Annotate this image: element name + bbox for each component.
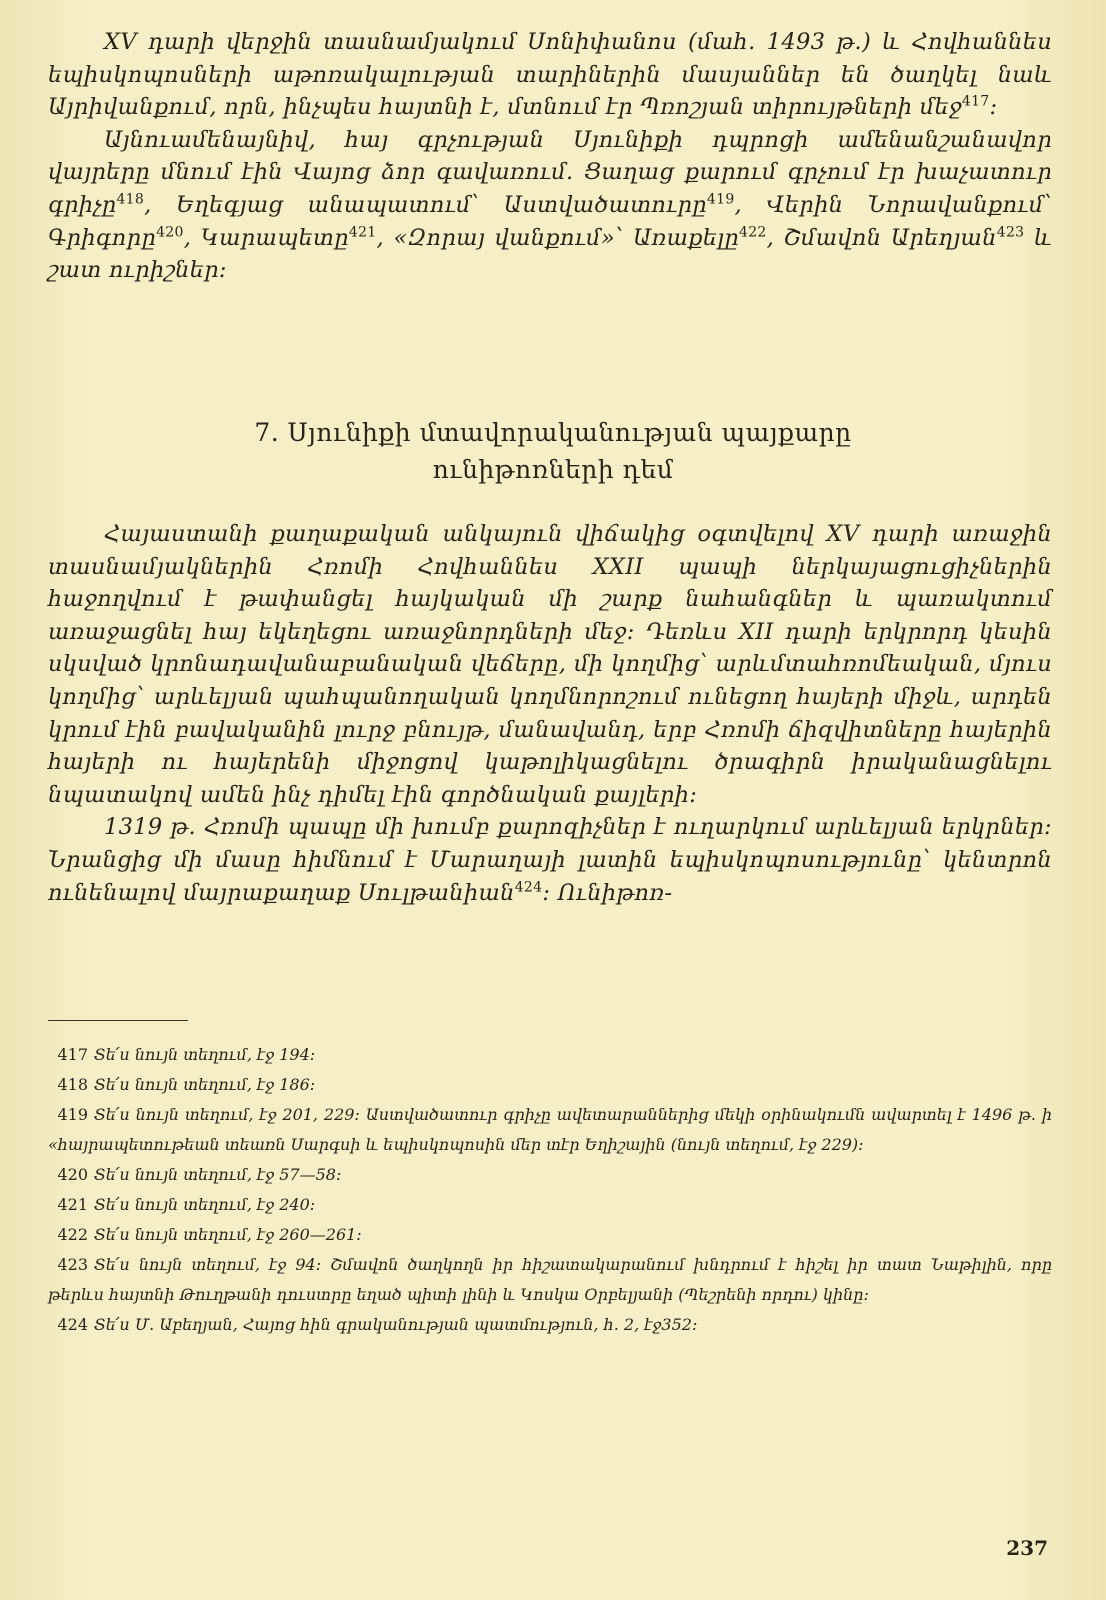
footnote-number: 423: [57, 1255, 88, 1274]
section-heading: [0, 414, 1106, 488]
footnote-number: 418: [57, 1075, 88, 1094]
footnote-number: 421: [57, 1195, 88, 1214]
footnote-number: 417: [57, 1045, 88, 1064]
footnote: [48, 1190, 1052, 1220]
paragraph: Հայաստանի քաղաքական անկայուն վիճակից օգտվելով XV դարի առաջին տասնամյակներին Հռոմի Հովհաննես XXII պապի ներկայացուցիչներին հաջողվում է թափանցել հայկական մի շարք նահանգներ և պառակտում առաջացնել հայ եկեղեցու առաջնորդների մեջ։ Դեռևս XII դարի երկրորդ կեսին սկսված կրոնադավանաբանական վեճերը, մի կողմից՝ արևմտահռոմեական, մյուս կողմից՝ արևելյան պահպանողական կողմնորոշում ունեցող հայերի միջև, արդեն կրում էին բավականին լուրջ բնույթ, մանավանդ, երբ Հռոմի ճիզվիտները հայերին հայերի ու հայերենի միջոցով կաթոլիկացնելու ծրագիրն իրականացնելու նպատակով ամեն ինչ դիմել էին գործնական քայլերի։: [48, 521, 1052, 808]
footnote: [48, 1310, 1052, 1340]
footnote-text: Տե՛ս նույն տեղում, էջ 240։: [94, 1195, 316, 1214]
footnote-ref[interactable]: 419: [706, 191, 735, 208]
footnote-number: 419: [57, 1105, 88, 1124]
footnote-text: Տե՛ս Մ. Աբեղյան, Հայոց հին գրականության պատմություն, հ. 2, էջ352։: [94, 1315, 698, 1334]
footnote: [48, 1070, 1052, 1100]
footnote: [48, 1160, 1052, 1190]
footnote-text: Տե՛ս նույն տեղում, էջ 94։ Շմավոն ծաղկողն իր հիշատակարանում խնդրում է հիշել իր տատ Նաթիլին, որը թերևս հայտնի Թուղթանի դուստրը եղած պիտի լինի և Կոսկա Օրբելյանի (Պեշրենի որդու) կինը։: [48, 1255, 1052, 1304]
section-heading-line-1: 7. Սյունիքի մտավորականության պայքարը: [254, 418, 852, 447]
footnote-text: Տե՛ս նույն տեղում, էջ 260—261։: [94, 1225, 362, 1244]
body-text-bottom: [48, 518, 1052, 909]
paragraph: Այնուամենայնիվ, հայ գրչության Սյունիքի դպրոցի ամենանշանավոր վայրերը մնում էին Վայոց ձոր գավառում. Ցաղաց քարում գրչում էր խաչատուր գրիչը$^{418}$, Եղեգյաց անապատում՝ Աստվածատուրը$^{419}$, Վերին Նորավանքում՝ Գրիգորը$^{420}$, Կարապետը$^{421}$, «Զորայ վանքում»՝ Առաքելը$^{422}$, Շմավոն Արեղյան$^{423}$ և շատ ուրիշներ։: [48, 126, 1052, 284]
footnote-ref[interactable]: 424: [514, 879, 543, 896]
footnotes: [48, 1040, 1052, 1340]
footnote-ref[interactable]: 421: [348, 224, 377, 241]
footnote-ref[interactable]: 422: [739, 224, 767, 241]
footnote-ref[interactable]: 418: [116, 191, 145, 208]
section-heading-line-2: ունիթոռների դեմ: [432, 455, 674, 484]
footnote-number: 422: [57, 1225, 88, 1244]
body-text-top: [48, 26, 1052, 287]
footnote-ref[interactable]: 417: [961, 93, 990, 110]
footnote: [48, 1220, 1052, 1250]
footnote: [48, 1040, 1052, 1070]
footnote-text: Տե՛ս նույն տեղում, էջ 186։: [94, 1075, 316, 1094]
footnote-text: Տե՛ս նույն տեղում, էջ 57—58։: [94, 1165, 342, 1184]
footnote-divider: [48, 1020, 188, 1021]
footnote-ref[interactable]: 420: [156, 224, 184, 241]
footnote-number: 420: [57, 1165, 88, 1184]
page-number: 237: [1006, 1536, 1048, 1560]
paragraph: 1319 թ. Հռոմի պապը մի խումբ քարոզիչներ է ուղարկում արևելյան երկրներ։ Նրանցից մի մասը հիմնում է Մարաղայի լատին եպիսկոպոսությունը՝ կենտրոն ունենալով մայրաքաղաք Սուլթանիան$^{424}$։ Ունիթոռ-: [48, 814, 1052, 906]
footnote-text: Տե՛ս նույն տեղում, էջ 201, 229։ Աստվածատուր գրիչը ավետարաններից մեկի օրինակումն ավարտել է 1496 թ. ի «հայրապետութեան տեառն Սարգսի և եպիսկոպոսին մեր տէր Եղիշային (նույն տեղում, էջ 229)։: [48, 1105, 1052, 1154]
footnote: [48, 1100, 1052, 1160]
footnote-text: Տե՛ս նույն տեղում, էջ 194։: [94, 1045, 316, 1064]
footnote-ref[interactable]: 423: [996, 224, 1025, 241]
footnote: [48, 1250, 1052, 1310]
footnote-number: 424: [57, 1315, 88, 1334]
paragraph: XV դարի վերջին տասնամյակում Սոնիփանոս (մահ. 1493 թ.) և Հովհաննես եպիսկոպոսների աթոռակալության տարիներին մասյաններ են ծաղկել նաև Այրիվանքում, որն, ինչպես հայտնի է, մտնում էր Պռոշյան տիրույթների մեջ$^{417}$։: [48, 29, 1052, 121]
